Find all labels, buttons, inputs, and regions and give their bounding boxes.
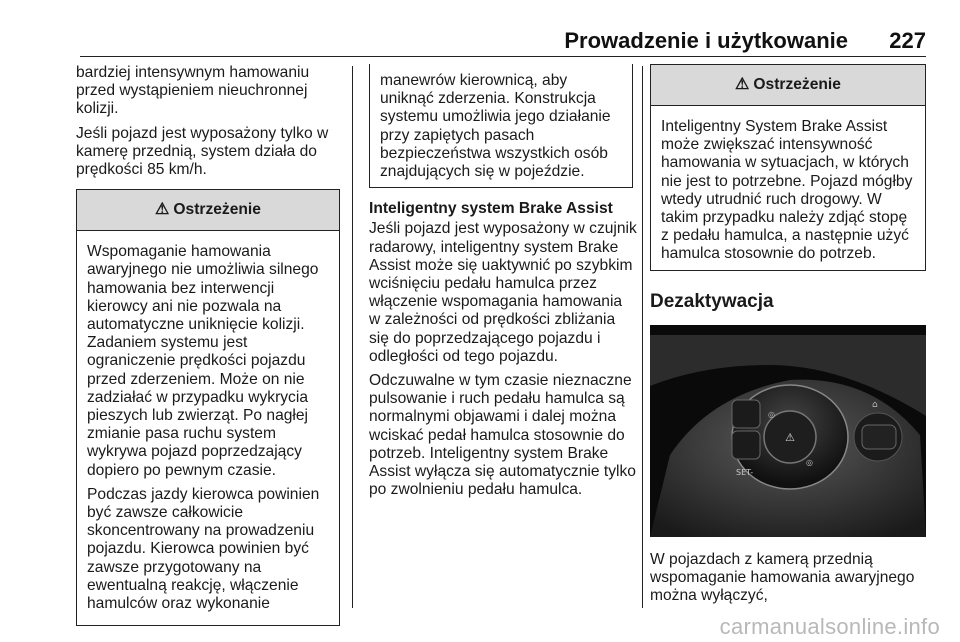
paragraph: Odczuwalne w tym czasie nieznaczne pulsowanie i ruch pedału hamulca są normalnymi objawami i dalej można wciskać pedał hamulca stosownie do potrzeb. Inteligentny system Brake Assist wyłącza się automatycznie tylko po zwolnieniu pedału hamulca. — [369, 372, 636, 499]
warning-title: Ostrzeżenie — [173, 201, 261, 219]
svg-text:⌂: ⌂ — [872, 399, 878, 410]
column-right — [650, 64, 928, 611]
svg-text:◎: ◎ — [806, 457, 813, 467]
warning-paragraph: manewrów kierownicą, aby uniknąć zderzenia. Konstrukcja systemu umożliwia jego działanie przy zapiętych pasach bezpieczeństwa wszystkich osób znajdujących się w pojeździe. — [380, 72, 611, 181]
section-title: Dezaktywacja — [650, 290, 774, 312]
header-divider — [80, 56, 926, 57]
page-title: Prowadzenie i użytkowanie — [564, 28, 848, 53]
column-divider — [352, 66, 353, 608]
column-divider — [642, 66, 643, 608]
warning-box-continued — [369, 64, 633, 188]
paragraph: Jeśli pojazd jest wyposażony w czujnik radarowy, inteligentny system Brake Assist może się uaktywnić po szybkim wciśnięciu pedału hamulca przez włączenie wspomagania hamowania w zależności od prędkości zbliżania się do poprzedzającego pojazdu i odległości od tego pojazdu. — [369, 220, 637, 365]
warning-box — [76, 189, 340, 626]
warning-header — [651, 65, 925, 106]
watermark: carmanualsonline.info — [719, 614, 940, 639]
column-left — [76, 64, 344, 626]
warning-body — [651, 106, 925, 270]
warning-triangle-icon: ⚠ — [735, 75, 750, 93]
warning-paragraph: Inteligentny System Brake Assist może zwiększać intensywność hamowania w sytuacjach, w których nie jest to potrzebne. Pojazd mógłby wtedy utrudnić ruch drogowy. W takim przypadku należy zdjąć stopę z pedału hamulca, a następnie użyć hamulca stosownie do potrzeb. — [661, 118, 913, 263]
warning-header — [77, 190, 339, 231]
warning-title: Ostrzeżenie — [753, 75, 841, 93]
paragraph: bardziej intensywnym hamowaniu przed wystąpieniem nieuchronnej kolizji. — [76, 64, 310, 118]
svg-text:⚠: ⚠ — [785, 430, 795, 444]
warning-triangle-icon: ⚠ — [155, 201, 170, 219]
column-middle — [369, 64, 637, 505]
steering-wheel-illustration — [650, 325, 926, 537]
warning-box — [650, 64, 926, 271]
warning-body — [370, 64, 632, 187]
steering-wheel-controls-photo — [650, 325, 926, 537]
warning-body — [77, 231, 339, 625]
warning-paragraph: Podczas jazdy kierowca powinien być zawsze całkowicie skoncentrowany na prowadzeniu pojazdu. Kierowca powinien być zawsze przygotowany na ewentualną reakcję, włączenie hamulców oraz wykonanie — [87, 485, 320, 613]
paragraph: W pojazdach z kamerą przednią wspomaganie hamowania awaryjnego można wyłączyć, — [650, 550, 915, 605]
set-minus-label: SET- — [736, 467, 754, 477]
subheading: Inteligentny system Brake Assist — [369, 200, 613, 218]
page-number: 227 — [889, 28, 926, 53]
paragraph: Jeśli pojazd jest wyposażony tylko w kamerę przednią, system działa do prędkości 85 km/h. — [76, 124, 329, 179]
svg-text:◎: ◎ — [768, 409, 775, 419]
warning-paragraph: Wspomaganie hamowania awaryjnego nie umożliwia silnego hamowania bez interwencji kierowcy ani nie pozwala na automatyczne uniknięcie kolizji. Zadaniem systemu jest ograniczenie prędkości pojazdu przed zderzeniem. Może on nie zadziałać w przypadku wykrycia pieszych lub zwierząt. Po nagłej zmianie pasa ruchu system wykrywa pojazd poprzedzający dopiero po pewnym czasie. — [87, 243, 319, 479]
page-header — [80, 0, 926, 58]
